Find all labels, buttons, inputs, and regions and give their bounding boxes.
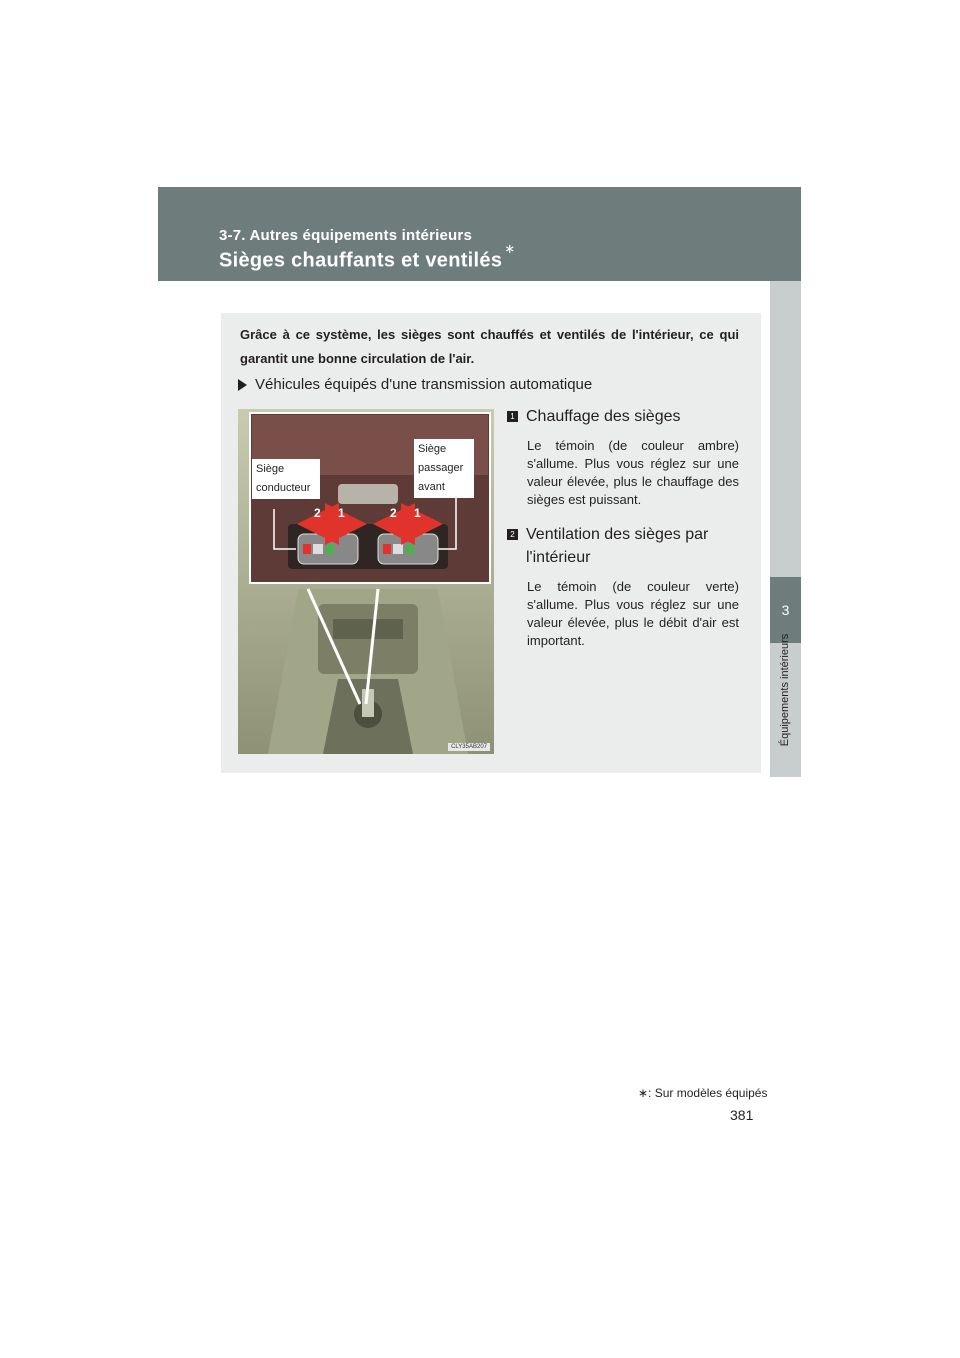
item-list (507, 405, 739, 650)
footnote: ∗: Sur modèles équipés (638, 1086, 768, 1100)
list-item (507, 523, 739, 650)
page-title (219, 241, 516, 273)
title-asterisk: ∗ (504, 241, 516, 256)
marker-2-right: 2 (390, 506, 397, 520)
item-heading (507, 405, 739, 428)
chapter-number: 3 (770, 577, 801, 643)
chapter-label: Équipements intérieurs (779, 633, 791, 747)
list-item (507, 405, 739, 509)
page-header (158, 187, 801, 281)
console-illustration (238, 409, 494, 754)
subheading-text: Véhicules équipés d'une transmission automatique (255, 376, 593, 393)
marker-1-left: 1 (338, 506, 345, 520)
content-box (221, 313, 761, 773)
page-number: 381 (730, 1107, 754, 1123)
item-title: Chauffage des sièges (526, 408, 681, 425)
section-title: 3-7. Autres équipements intérieurs (219, 227, 472, 244)
driver-seat-label: Siège conducteur (252, 459, 320, 499)
passenger-seat-label: Siège passager avant (414, 439, 474, 498)
figure-code: CLY35AB207 (448, 743, 490, 751)
item-text: Le témoin (de couleur verte) s'allume. Plus vous réglez sur une valeur élevée, plus le débit d'air est important. (527, 579, 739, 648)
item-title: Ventilation des sièges par l'intérieur (526, 526, 709, 566)
subheading (238, 376, 592, 393)
marker-2-left: 2 (314, 506, 321, 520)
triangle-bullet-icon (238, 379, 247, 391)
marker-1-right: 1 (414, 506, 421, 520)
intro-text: Grâce à ce système, les sièges sont chauffés et ventilés de l'intérieur, ce qui garantit une bonne circulation de l'air. (240, 327, 739, 366)
item-heading (507, 523, 739, 569)
item-number-badge: 1 (507, 411, 518, 422)
page-title-text: Sièges chauffants et ventilés (219, 249, 503, 272)
item-number-badge: 2 (507, 529, 518, 540)
item-text: Le témoin (de couleur ambre) s'allume. Plus vous réglez sur une valeur élevée, plus le chauffage des sièges est puissant. (527, 438, 739, 507)
